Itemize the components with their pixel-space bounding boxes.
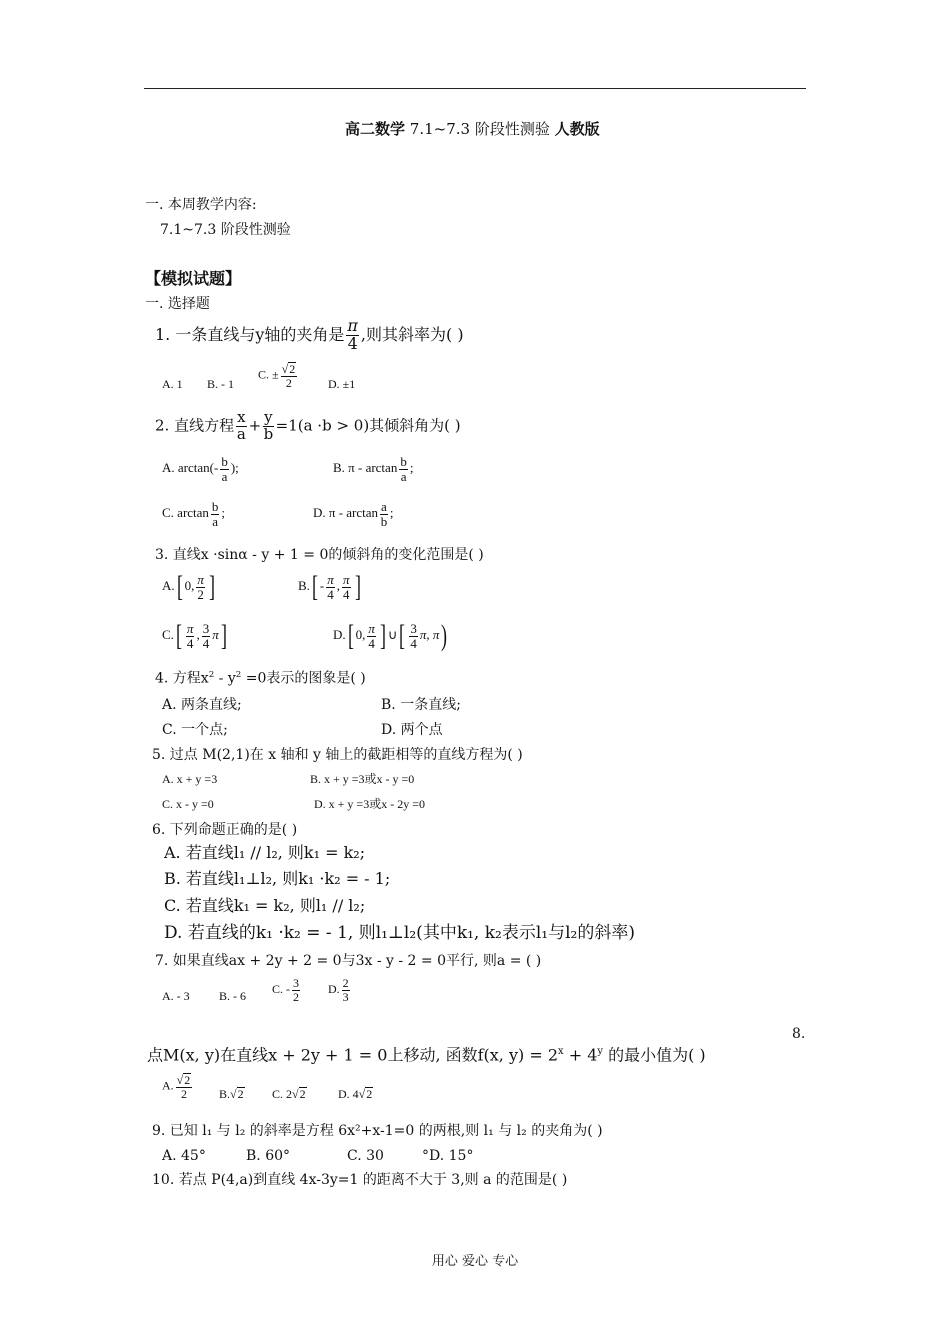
q4-option-b: B. 一条直线; <box>381 697 461 713</box>
q2-stem: 2. 直线方程 $\frac{x}{a}$ + $\frac{y}{b}$ =1(a ·b > 0)其倾斜角为( ) <box>155 408 461 443</box>
q5-option-c: C. x - y =0 <box>162 797 214 811</box>
mock-heading: 【模拟试题】 <box>145 269 242 288</box>
part1-heading: 一. 选择题 <box>145 296 210 312</box>
q9-option-b: B. 60° <box>246 1148 291 1164</box>
q6-stem: 6. 下列命题正确的是( ) <box>152 822 298 838</box>
q9-option-d: °D. 15° <box>422 1148 474 1164</box>
q9-stem: 9. 已知 l₁ 与 l₂ 的斜率是方程 6x²+x-1=0 的两根,则 l₁ 与 l₂ 的夹角为( ) <box>152 1123 603 1139</box>
q1-option-b: B. - 1 <box>207 377 234 391</box>
page-title: 高二数学 7.1~7.3 阶段性测验 人教版 <box>345 120 600 138</box>
q5-stem: 5. 过点 M(2,1)在 x 轴和 y 轴上的截距相等的直线方程为( ) <box>152 747 523 763</box>
page-footer: 用心 爱心 专心 <box>431 1254 519 1269</box>
q6-option-b: B. 若直线l₁⊥l₂, 则k₁ ·k₂ = - 1; <box>164 869 391 888</box>
q4-option-a: A. 两条直线; <box>162 697 242 713</box>
q3-option-a: A.[ 0, $\frac{\pi}{2}$ ] <box>162 570 215 603</box>
q7-stem: 7. 如果直线ax + 2y + 2 = 0与3x - y - 2 = 0平行, 则a = ( ) <box>155 953 542 969</box>
q4-stem: 4. 方程$x^2 - y^2 =0$表示的图象是( ) <box>155 670 366 687</box>
q2-option-c: C. arctan $\frac{b}{a}$ ; <box>162 499 226 529</box>
q7-option-b: B. - 6 <box>219 989 246 1003</box>
q6-option-c: C. 若直线k₁ = k₂, 则l₁ // l₂; <box>164 896 366 915</box>
q10-stem: 10. 若点 P(4,a)到直线 4x-3y=1 的距离不大于 3,则 a 的范围是( ) <box>152 1172 568 1188</box>
q2-option-b: B. π - arctan $\frac{b}{a}$ ; <box>333 454 414 484</box>
q8-option-c: C. 2√2 <box>272 1087 306 1101</box>
q5-option-d: D. x + y =3或x - 2y =0 <box>314 797 425 811</box>
q4-option-c: C. 一个点; <box>162 722 228 738</box>
q7-option-a: A. - 3 <box>162 989 190 1003</box>
q6-option-d: D. 若直线的k₁ ·k₂ = - 1, 则l₁⊥l₂(其中k₁, k₂表示l₁与l₂的斜率) <box>164 923 635 943</box>
q5-option-b: B. x + y =3或x - y =0 <box>310 772 415 786</box>
header-rule <box>144 88 806 89</box>
q7-option-d: D. $\frac{2}{3}$ <box>328 976 349 1004</box>
q2-option-a: A. arctan(- $\frac{b}{a}$ ); <box>162 454 239 484</box>
q4-option-d: D. 两个点 <box>381 722 443 738</box>
q1-option-d: D. ±1 <box>328 377 356 391</box>
q3-option-d: D.[ 0, $\frac{\pi}{4}$ ] ∪[ $\frac{3}{4}$ π, π) <box>333 619 448 652</box>
q1-stem: 1. 一条直线与y轴的夹角是 $\frac{\pi}{4}$ ,则其斜率为( ) <box>155 316 464 353</box>
q6-option-a: A. 若直线l₁ // l₂, 则k₁ = k₂; <box>164 843 366 862</box>
q9-option-c: C. 30 <box>347 1148 384 1164</box>
q8-option-b: B.√2 <box>219 1087 244 1101</box>
q8-number: 8. <box>792 1026 806 1042</box>
q3-option-b: B.[ - $\frac{\pi}{4}$ , $\frac{\pi}{4}$ ] <box>298 570 361 603</box>
q1-option-a: A. 1 <box>162 377 183 391</box>
q8-option-a: A. $\frac{√2}{2}$ <box>162 1073 191 1101</box>
q8-stem: 点M(x, y)在直线x + 2y + 1 = 0上移动, 函数f(x, $y) = 2^x + 4^y$ 的最小值为( ) <box>147 1045 706 1065</box>
q2-option-d: D. π - arctan $\frac{a}{b}$ ; <box>313 499 394 529</box>
q3-stem: 3. 直线x ·sinα - y + 1 = 0的倾斜角的变化范围是( ) <box>155 547 484 563</box>
section1-content: 7.1~7.3 阶段性测验 <box>160 222 291 238</box>
q8-option-d: D. 4√2 <box>338 1087 373 1101</box>
q3-option-c: C.[ $\frac{\pi}{4}$ , $\frac{3}{4}$ π] <box>162 619 227 652</box>
section1-heading: 一. 本周教学内容: <box>145 197 257 213</box>
q9-option-a: A. 45° <box>162 1148 206 1164</box>
q1-option-c: C. ± $\frac{√2}{2}$ <box>258 362 296 390</box>
q7-option-c: C. - $\frac{3}{2}$ <box>272 976 299 1004</box>
q5-option-a: A. x + y =3 <box>162 772 218 786</box>
